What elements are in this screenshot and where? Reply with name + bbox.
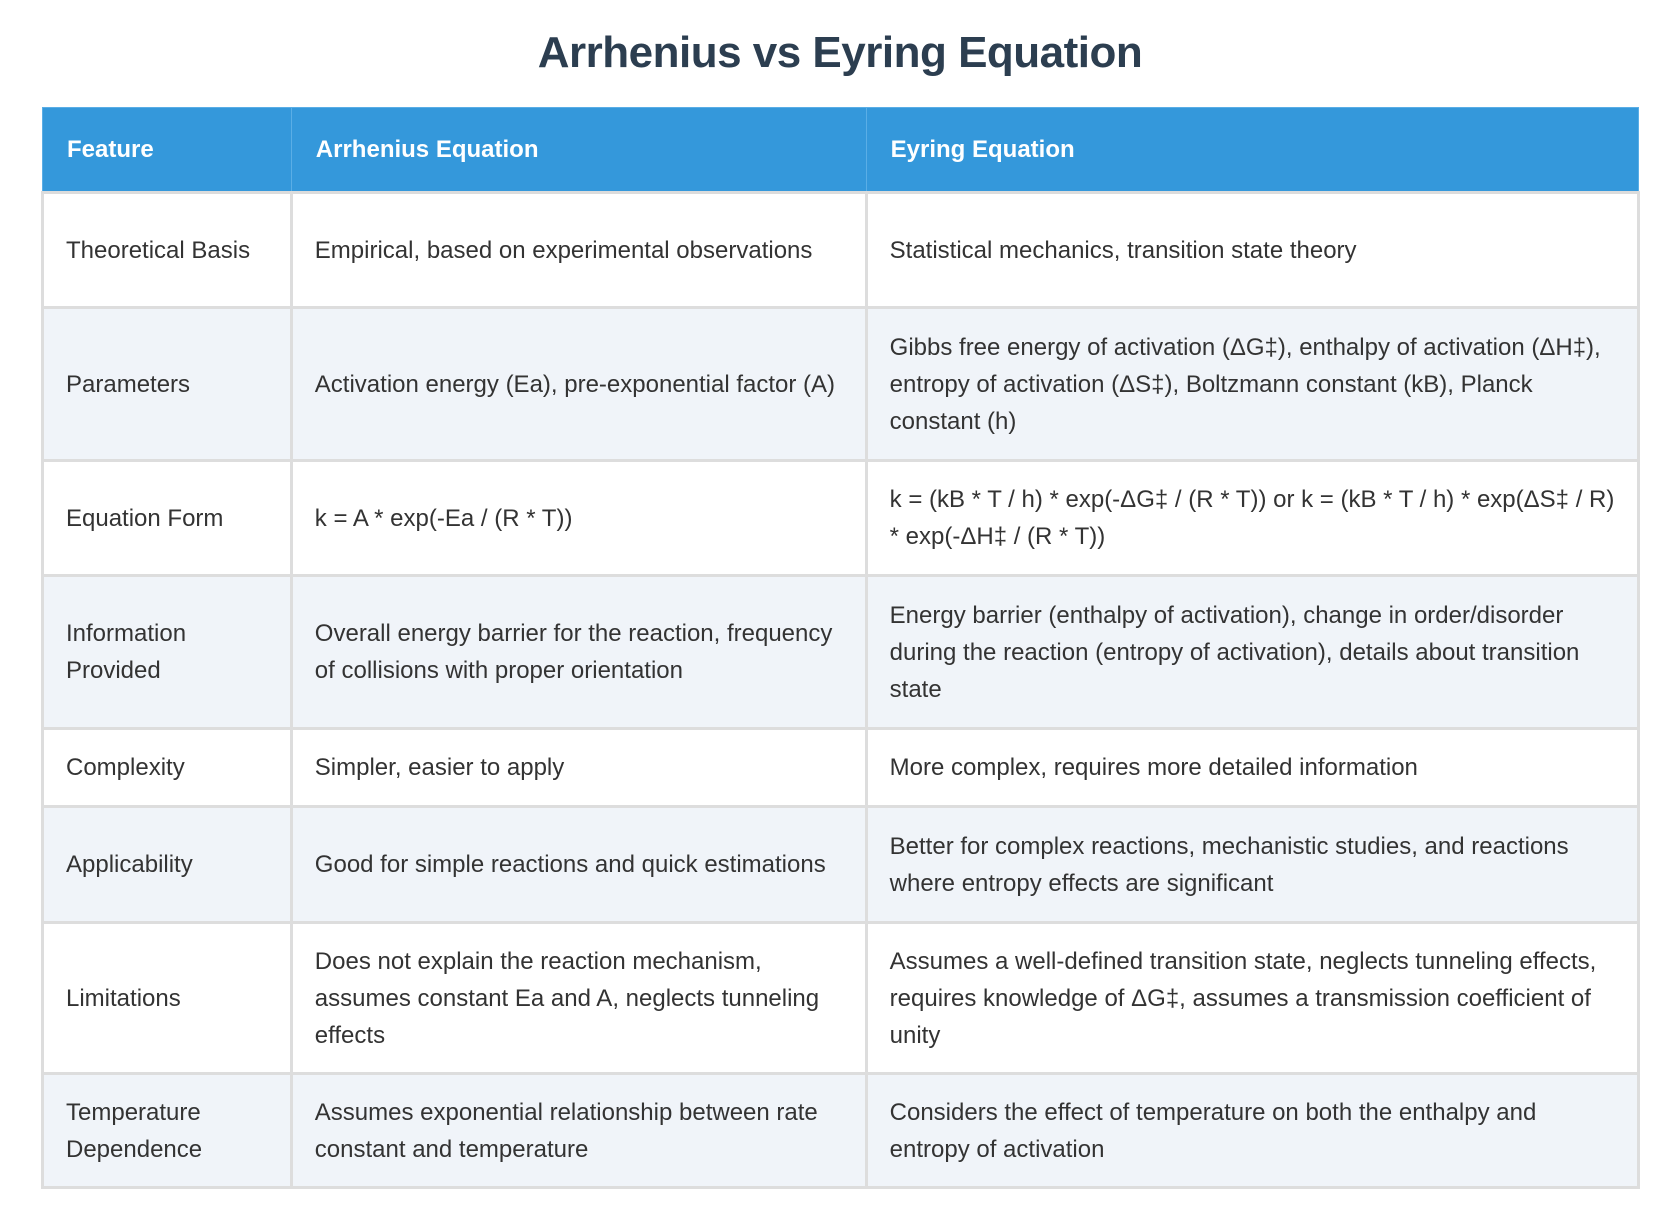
cell-feature: Parameters [43, 308, 292, 461]
cell-arrhenius: Good for simple reactions and quick estimations [291, 807, 866, 923]
cell-arrhenius: Overall energy barrier for the reaction, frequency of collisions with proper orientation [291, 576, 866, 729]
cell-eyring: Gibbs free energy of activation (ΔG‡), enthalpy of activation (ΔH‡), entropy of activation (ΔS‡), Boltzmann constant (kB), Planck constant (h) [866, 308, 1638, 461]
cell-feature: Equation Form [43, 461, 292, 576]
table-row [43, 193, 1639, 308]
cell-eyring: Considers the effect of temperature on both the enthalpy and entropy of activation [866, 1074, 1638, 1188]
table-row [43, 308, 1639, 461]
table-row [43, 461, 1639, 576]
cell-arrhenius: k = A * exp(-Ea / (R * T)) [291, 461, 866, 576]
table-row [43, 729, 1639, 807]
cell-arrhenius: Activation energy (Ea), pre-exponential factor (A) [291, 308, 866, 461]
cell-eyring: Statistical mechanics, transition state theory [866, 193, 1638, 308]
table-header [43, 108, 1639, 193]
page-title: Arrhenius vs Eyring Equation [537, 28, 1143, 77]
table-row [43, 807, 1639, 923]
cell-eyring: Better for complex reactions, mechanistic studies, and reactions where entropy effects are significant [866, 807, 1638, 923]
cell-feature: Applicability [43, 807, 292, 923]
table-row [43, 1074, 1639, 1188]
header-row [43, 108, 1639, 193]
cell-feature: Temperature Dependence [43, 1074, 292, 1188]
cell-feature: Theoretical Basis [43, 193, 292, 308]
cell-feature: Complexity [43, 729, 292, 807]
table-body [43, 193, 1639, 1188]
header-arrhenius: Arrhenius Equation [291, 108, 866, 193]
cell-eyring: More complex, requires more detailed information [866, 729, 1638, 807]
cell-arrhenius: Assumes exponential relationship between rate constant and temperature [291, 1074, 866, 1188]
cell-arrhenius: Empirical, based on experimental observations [291, 193, 866, 308]
cell-feature: Information Provided [43, 576, 292, 729]
comparison-table [41, 107, 1640, 1189]
cell-arrhenius: Does not explain the reaction mechanism, assumes constant Ea and A, neglects tunneling effects [291, 923, 866, 1074]
cell-eyring: k = (kB * T / h) * exp(-ΔG‡ / (R * T)) or k = (kB * T / h) * exp(ΔS‡ / R) * exp(-ΔH‡ / (R * T)) [866, 461, 1638, 576]
cell-arrhenius: Simpler, easier to apply [291, 729, 866, 807]
cell-eyring: Energy barrier (enthalpy of activation), change in order/disorder during the reaction (entropy of activation), details about transition state [866, 576, 1638, 729]
cell-eyring: Assumes a well-defined transition state, neglects tunneling effects, requires knowledge of ΔG‡, assumes a transmission coefficient of unity [866, 923, 1638, 1074]
table-row [43, 576, 1639, 729]
table-row [43, 923, 1639, 1074]
header-feature: Feature [43, 108, 292, 193]
header-eyring: Eyring Equation [866, 108, 1638, 193]
cell-feature: Limitations [43, 923, 292, 1074]
